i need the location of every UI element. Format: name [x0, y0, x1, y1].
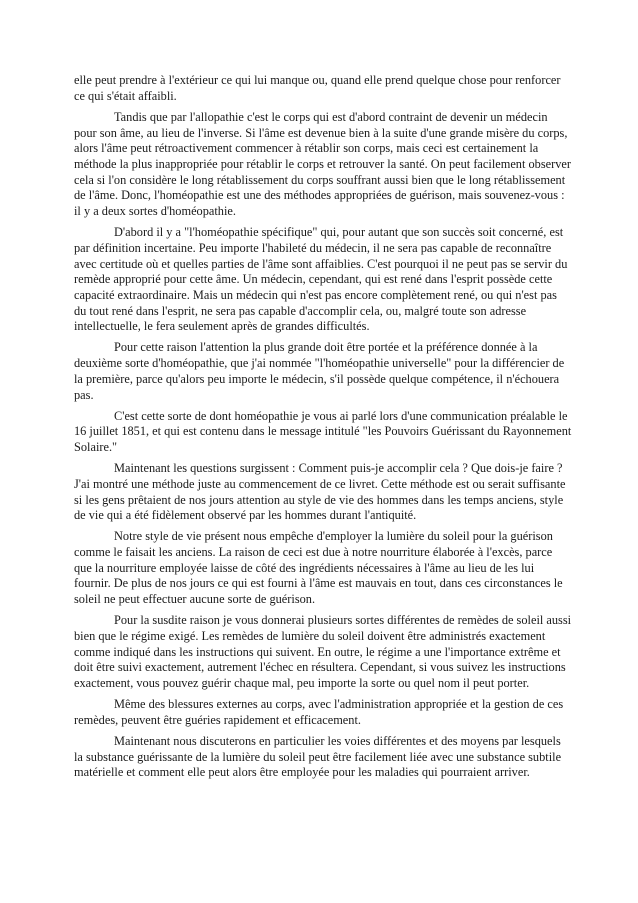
paragraph-communication-1851: C'est cette sorte de dont homéopathie je vous ai parlé lors d'une communication préalable le 16 juillet 1851, et qui est contenu dans le message intitulé "les Pouvoirs Guérissant du Rayonnement Solaire." — [74, 408, 572, 455]
document-page — [74, 73, 572, 786]
paragraph-homeopathie-universelle: Pour cette raison l'attention la plus grande doit être portée et la préférence donnée à la deuxième sorte d'homéopathie, que j'ai nommée "l'homéopathie universelle" pour la différencier de la première, parce qu'alors peu importe le médecin, s'il possède quelque compétence, il n'échouera pas. — [74, 340, 565, 402]
paragraph-homeopathie-specifique: D'abord il y a "l'homéopathie spécifique" qui, pour autant que son succès soit concerné, est par définition incertaine. Peu importe l'habileté du médecin, il ne sera pas capable de reconnaître avec certitude où et quelles parties de l'âme sont affaiblies. C'est pourquoi il ne peut pas se servir du remède approprié pour cette âme. Un médecin, cependant, qui est rené dans l'esprit possède cette capacité extraordinaire. Mais un médecin qui n'est pas encore complètement rené, ou qui n'est pas du tout rené dans l'esprit, ne sera pas capable d'accomplir cela, ou, malgré toute son adresse intellectuelle, le fera seulement après de grandes difficultés. — [74, 225, 568, 334]
paragraph-allopathie: Tandis que par l'allopathie c'est le corps qui est d'abord contraint de devenir un médecin pour son âme, au lieu de l'inverse. Si l'âme est devenue bien à la suite d'une grande misère du corps, alors l'âme peut rétroactivement commencer à rétablir son corps, mais ceci est certainement la méthode la plus inappropriée pour rétablir le corps et retrouver la santé. On peut facilement observer cela si l'on considère le long rétablissement du corps souffrant aussi bien que le long rétablissement de l'âme. Donc, l'homéopathie est une des méthodes appropriées de guérison, mais souvenez-vous : il y a deux sortes d'homéopathie. — [74, 109, 571, 219]
paragraph-questions: Maintenant les questions surgissent : Comment puis-je accomplir cela ? Que dois-je faire ? J'ai montré une méthode juste au commencement de ce livret. Cette méthode est ou serait suffisante si les gens prêtaient de nos jours attention au style de vie des hommes dans les temps anciens, style de vie qui a été fidèlement observé par les hommes durant l'antiquité. — [74, 461, 566, 523]
paragraph-blessures: Même des blessures externes au corps, avec l'administration appropriée et la gestion de ces remèdes, peuvent être guéries rapidement et efficacement. — [74, 697, 564, 727]
paragraph-continuation: elle peut prendre à l'extérieur ce qui lui manque ou, quand elle prend quelque chose pour renforcer ce qui s'était affaibli. — [74, 73, 561, 103]
paragraph-discussion: Maintenant nous discuterons en particulier les voies différentes et des moyens par lesquels la substance guérissante de la lumière du soleil peut être facilement liée avec une substance subtile matérielle et comment elle peut alors être employée pour les maladies qui pourraient arriver. — [74, 733, 562, 780]
paragraph-style-de-vie: Notre style de vie présent nous empêche d'employer la lumière du soleil pour la guérison comme le faisait les anciens. La raison de ceci est due à notre nourriture élaborée à l'excès, parce que la nourriture employée laisse de côté des ingrédients nécessaires à l'âme au lieu de les lui fournir. De plus de nos jours ce qui est fourni à l'âme est mauvais en tout, dans ces circonstances le soleil ne peut effectuer aucune sorte de guérison. — [74, 529, 563, 607]
paragraph-remedes-soleil: Pour la susdite raison je vous donnerai plusieurs sortes différentes de remèdes de soleil aussi bien que le régime exigé. Les remèdes de lumière du soleil doivent être administrés exactement comme indiqué dans les instructions qui suivent. En outre, le régime a une l'importance extrême et doit être suivi exactement, autrement l'échec en résultera. Cependant, si vous suivez les instructions exactement, vous pouvez guérir chaque mal, peu importe la sorte ou quel nom il peut porter. — [74, 613, 572, 691]
